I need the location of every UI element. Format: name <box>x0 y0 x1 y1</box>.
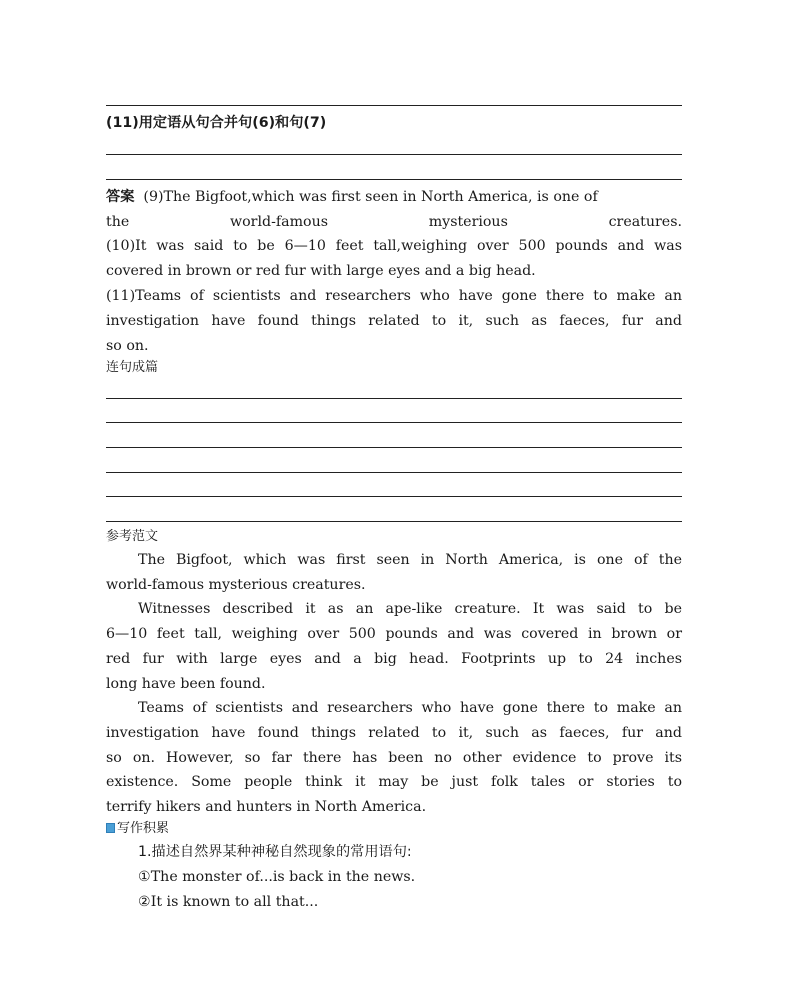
accumulation-heading: 写作积累 <box>117 821 170 836</box>
answer-line-6: investigation have found things related to it, such as faeces, fur and <box>106 313 682 329</box>
model-line-6: long have been found. <box>106 676 266 692</box>
writing-line <box>106 447 682 448</box>
writing-line <box>106 521 682 522</box>
model-line-3: Witnesses described it as an ape-like creature. It was said to be <box>138 601 682 617</box>
answer-line-3: (10)It was said to be 6—10 feet tall,weighing over 500 pounds and was <box>106 238 682 254</box>
answer-text: (9)The Bigfoot,which was first seen in North America, is one of <box>143 189 598 205</box>
model-line-5: red fur with large eyes and a big head. Footprints up to 24 inches <box>106 651 682 667</box>
answer-line <box>106 105 682 106</box>
answer-line-5: (11)Teams of scientists and researchers who have gone there to make an <box>106 288 682 304</box>
example-sentence-2: ②It is known to all that... <box>138 894 319 910</box>
answer-line-1 <box>106 185 682 209</box>
book-icon <box>106 823 115 833</box>
writing-line <box>106 398 682 399</box>
answer-line <box>106 179 682 180</box>
answer-line <box>106 154 682 155</box>
combine-heading: 连句成篇 <box>106 360 159 375</box>
model-line-8: investigation have found things related to it, such as faeces, fur and <box>106 725 682 741</box>
writing-line <box>106 472 682 473</box>
answer-line-4: covered in brown or red fur with large eyes and a big head. <box>106 263 536 279</box>
model-line-10: existence. Some people think it may be just folk tales or stories to <box>106 774 682 790</box>
accumulation-heading-row <box>106 817 682 841</box>
accumulation-item-1: 1.描述自然界某种神秘自然现象的常用语句: <box>138 844 412 860</box>
writing-line <box>106 422 682 423</box>
model-line-4: 6—10 feet tall, weighing over 500 pounds and was covered in brown or <box>106 626 682 642</box>
model-heading: 参考范文 <box>106 529 159 544</box>
example-sentence-1: ①The monster of...is back in the news. <box>138 869 416 885</box>
model-line-7: Teams of scientists and researchers who have gone there to make an <box>138 700 682 716</box>
model-line-2: world-famous mysterious creatures. <box>106 577 366 593</box>
model-line-9: so on. However, so far there has been no other evidence to prove its <box>106 750 682 766</box>
task-11-prompt: (11)用定语从句合并句(6)和句(7) <box>106 115 327 131</box>
model-line-1: The Bigfoot, which was first seen in North America, is one of the <box>138 552 682 568</box>
answer-line-7: so on. <box>106 338 149 354</box>
answer-line-2: the world-famous mysterious creatures. <box>106 214 682 230</box>
writing-line <box>106 496 682 497</box>
model-line-11: terrify hikers and hunters in North America. <box>106 799 427 815</box>
answer-heading: 答案 <box>106 189 135 205</box>
